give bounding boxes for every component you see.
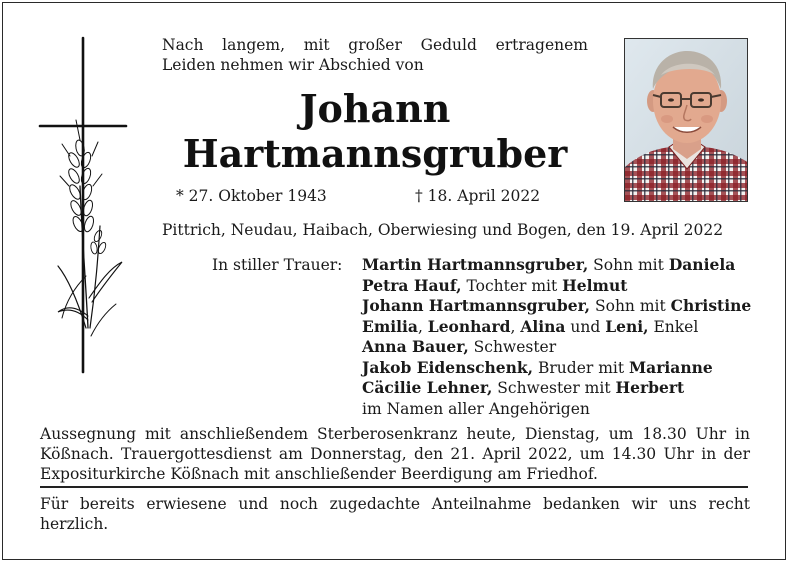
mourning-label: In stiller Trauer: <box>212 256 343 274</box>
mourner-line <box>362 337 762 358</box>
mourner-name: Emilia <box>362 316 418 336</box>
deceased-last-name: Hartmannsgruber <box>182 131 568 176</box>
portrait-photo <box>624 38 748 202</box>
mourner-relation: Sohn mit <box>590 297 671 315</box>
intro-line-2: Leiden nehmen wir Abschied von <box>162 56 424 74</box>
mourner-relation: Schwester mit <box>492 379 616 397</box>
mourner-relation: , <box>417 317 428 336</box>
mourner-name: Anna Bauer, <box>362 337 469 356</box>
mourner-name: Christine <box>670 296 752 315</box>
mourner-relation: Tochter mit <box>461 276 563 295</box>
mourner-name: Daniela <box>668 255 736 274</box>
mourner-relation: Enkel <box>648 317 699 336</box>
divider <box>40 486 748 488</box>
mourner-name: Martin Hartmannsgruber, <box>362 255 589 274</box>
death-date: † 18. April 2022 <box>415 187 541 205</box>
mourner-line <box>362 255 762 276</box>
mourner-name: Marianne <box>629 357 713 377</box>
funeral-service-text: Aussegnung mit anschließendem Sterberosenkranz heute, Dienstag, um 18.30 Uhr in Kößnach. Trauergottesdienst am Donnerstag, den 21. April 2022, um 14.30 Uhr in der Expositurkirche Kößnach mit anschließender Beerdigung am Friedhof. <box>40 425 750 483</box>
cross-with-wheat-icon <box>36 36 130 376</box>
mourner-name: Alina <box>520 316 566 336</box>
mourner-line <box>362 317 762 338</box>
intro-text <box>162 35 588 75</box>
mourner-relation: Bruder mit <box>533 358 630 377</box>
intro-line-1: Nach langem, mit großer Geduld ertragenem <box>162 36 588 54</box>
deceased-first-name: Johann <box>299 86 451 131</box>
place-and-date: Pittrich, Neudau, Haibach, Oberwiesing und Bogen, den 19. April 2022 <box>162 221 724 239</box>
mourner-line <box>362 296 762 317</box>
mourner-relation: Schwester <box>468 338 557 356</box>
mourner-name: Leni, <box>605 316 649 336</box>
mourner-name: Leonhard <box>427 316 511 336</box>
mourner-relation: im Namen aller Angehörigen <box>362 399 590 418</box>
mourner-name: Helmut <box>562 275 628 295</box>
deceased-name <box>160 86 590 176</box>
mourner-relation: Sohn mit <box>588 256 669 274</box>
mourner-relation: und <box>565 317 606 336</box>
mourner-name: Johann Hartmannsgruber, <box>362 296 591 315</box>
mourner-name: Cäcilie Lehner, <box>362 378 493 397</box>
mourner-name: Petra Hauf, <box>362 275 462 295</box>
mourner-relation: , <box>510 317 521 336</box>
mourner-name: Herbert <box>615 378 685 397</box>
mourner-name: Jakob Eidenschenk, <box>362 357 534 377</box>
mourner-line <box>362 276 762 297</box>
birth-date: * 27. Oktober 1943 <box>176 187 327 205</box>
mourner-line <box>362 358 762 379</box>
mourner-line <box>362 399 762 420</box>
mourners-list <box>362 255 762 419</box>
thanks-text: Für bereits erwiesene und noch zugedachte Anteilnahme bedanken wir uns recht herzlich. <box>40 495 750 533</box>
mourner-line <box>362 378 762 399</box>
